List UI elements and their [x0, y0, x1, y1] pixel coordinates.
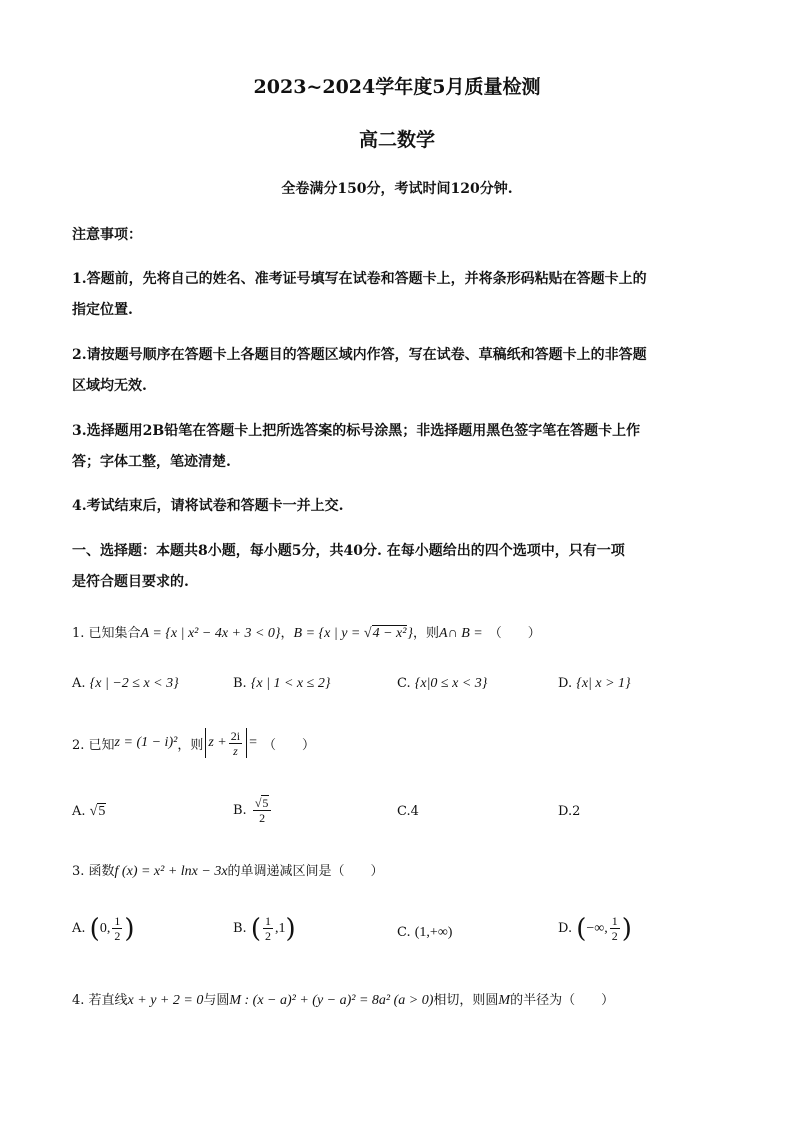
option-text: 2 [572, 804, 581, 819]
q1-expr: A∩ B = [439, 626, 483, 641]
radicand: 5 [262, 796, 269, 810]
paren-close: ) [621, 913, 632, 944]
option-label: A. [72, 804, 86, 819]
q1-prefix: 1. 已知集合 [72, 626, 141, 641]
option-label: C. [397, 925, 411, 940]
option-fraction [112, 914, 122, 943]
option-label: B. [233, 921, 247, 936]
q4-circle: M : (x − a)² + (y − a)² = 8a² (a > 0) [229, 993, 434, 1008]
q2-blank: （ ） [262, 737, 315, 753]
option-label: D. [558, 676, 573, 691]
q2-option-b[interactable] [233, 796, 273, 825]
section-1-line-2: 是符合题目要求的. [72, 574, 189, 590]
exam-info: 全卷满分150分，考试时间120分钟. [281, 181, 513, 197]
option-fraction [253, 796, 272, 825]
exam-subject: 高二数学 [358, 129, 435, 151]
q2-option-a[interactable] [72, 804, 106, 820]
q1-set-a: A = {x | x² − 4x + 3 < 0} [140, 626, 281, 641]
note-2-line-2: 区域均无效. [72, 378, 147, 394]
section-1-line-1: 一、选择题：本题共8小题，每小题5分，共40分. 在每小题给出的四个选项中，只有一项 [72, 543, 625, 559]
note-3-line-1: 3.选择题用2B铅笔在答题卡上把所选答案的标号涂黑；非选择题用黑色签字笔在答题卡上作 [72, 423, 641, 439]
abs-bar-left [205, 728, 206, 758]
note-2-line-1: 2.请按题号顺序在答题卡上各题目的答题区域内作答，写在试卷、草稿纸和答题卡上的非答题 [72, 347, 647, 363]
q2-given: z = (1 − i)² [114, 735, 178, 750]
note-3-line-2: 答；字体工整，笔迹清楚. [72, 454, 231, 470]
q1-radicand: 4 − x² [372, 626, 407, 641]
option-text: {x|0 ≤ x < 3} [414, 676, 488, 691]
fraction-denominator: 2 [611, 929, 618, 943]
question-3 [72, 860, 384, 880]
q1-option-c[interactable] [397, 676, 487, 692]
q4-prefix: 4. 若直线 [72, 993, 128, 1008]
fraction-numerator: √5 [253, 796, 272, 811]
note-4: 4.考试结束后，请将试卷和答题卡一并上交. [72, 498, 344, 514]
q2-option-d[interactable] [558, 804, 580, 819]
option-left: 0, [99, 920, 111, 936]
option-text: {x | 1 < x ≤ 2} [250, 676, 331, 691]
q1-ask: ，则 [413, 626, 440, 641]
fraction-denominator: z [233, 743, 238, 758]
q4-suffix: 相切，则圆 [433, 993, 499, 1008]
q1-sqrt-sign: √ [363, 626, 372, 641]
q1-sep: ， [280, 626, 294, 641]
q1-set-b-post: } [407, 626, 414, 641]
option-left: −∞, [586, 920, 608, 936]
option-label: B. [233, 803, 247, 818]
option-label: A. [72, 676, 86, 691]
notes-heading: 注意事项： [72, 227, 142, 243]
paren-open: ( [89, 913, 100, 944]
option-label: C. [397, 676, 411, 691]
q2-z: z + [208, 735, 227, 750]
option-label: D. [558, 921, 573, 936]
note-1-line-1: 1.答题前，先将自己的姓名、准考证号填写在试卷和答题卡上，并将条形码粘贴在答题卡上的 [72, 271, 647, 287]
option-fraction [610, 914, 620, 943]
q2-eq: = [249, 735, 257, 750]
q2-option-c[interactable] [397, 804, 419, 819]
paren-close: ) [285, 913, 296, 944]
sqrt-sign: √ [89, 804, 98, 819]
question-1 [72, 622, 541, 642]
q2-fraction [229, 729, 242, 758]
abs-bar-right [246, 728, 247, 758]
q1-option-b[interactable] [233, 676, 330, 692]
option-right: ,1 [274, 920, 286, 936]
option-label: A. [72, 921, 86, 936]
option-text: 4 [410, 804, 419, 819]
q1-set-b-pre: B = {x | y = [293, 626, 364, 641]
paren-close: ) [124, 913, 135, 944]
q3-prefix: 3. 函数 [72, 864, 115, 879]
q3-option-c[interactable] [397, 925, 452, 941]
q3-function: f (x) = x² + lnx − 3x [114, 864, 228, 879]
question-4 [72, 989, 614, 1009]
option-text: (1,+∞) [414, 925, 453, 940]
option-fraction [263, 914, 273, 943]
q3-option-b[interactable] [233, 914, 296, 943]
exam-title: 2023~2024学年度5月质量检测 [253, 76, 541, 98]
option-label: B. [233, 676, 247, 691]
fraction-numerator: 1 [114, 914, 121, 928]
q3-option-a[interactable] [72, 914, 134, 943]
option-label: D. [558, 804, 573, 819]
q4-line: x + y + 2 = 0 [127, 993, 204, 1008]
q4-m: M [498, 993, 511, 1008]
fraction-denominator: 2 [264, 929, 271, 943]
fraction-denominator: 2 [259, 811, 266, 825]
option-text: 5 [98, 804, 106, 819]
fraction-numerator: 2i [230, 728, 241, 743]
q3-suffix: 的单调递减区间是（ ） [227, 864, 384, 879]
q1-option-a[interactable] [72, 676, 179, 692]
option-label: C. [397, 804, 411, 819]
fraction-denominator: 2 [114, 929, 121, 943]
q2-ask: ，则 [177, 737, 204, 753]
q4-mid: 与圆 [203, 993, 230, 1008]
paren-open: ( [576, 913, 587, 944]
q4-end: 的半径为（ ） [510, 993, 615, 1008]
q3-option-d[interactable] [558, 914, 632, 943]
note-1-line-2: 指定位置. [72, 302, 133, 318]
paren-open: ( [250, 913, 261, 944]
question-2 [72, 728, 315, 758]
option-text: {x| x > 1} [576, 676, 631, 691]
fraction-numerator: 1 [611, 914, 618, 928]
q1-blank: （ ） [488, 626, 541, 641]
q1-option-d[interactable] [558, 676, 631, 692]
q2-prefix: 2. 已知 [72, 737, 115, 753]
option-text: {x | −2 ≤ x < 3} [89, 676, 179, 691]
fraction-numerator: 1 [264, 914, 271, 928]
